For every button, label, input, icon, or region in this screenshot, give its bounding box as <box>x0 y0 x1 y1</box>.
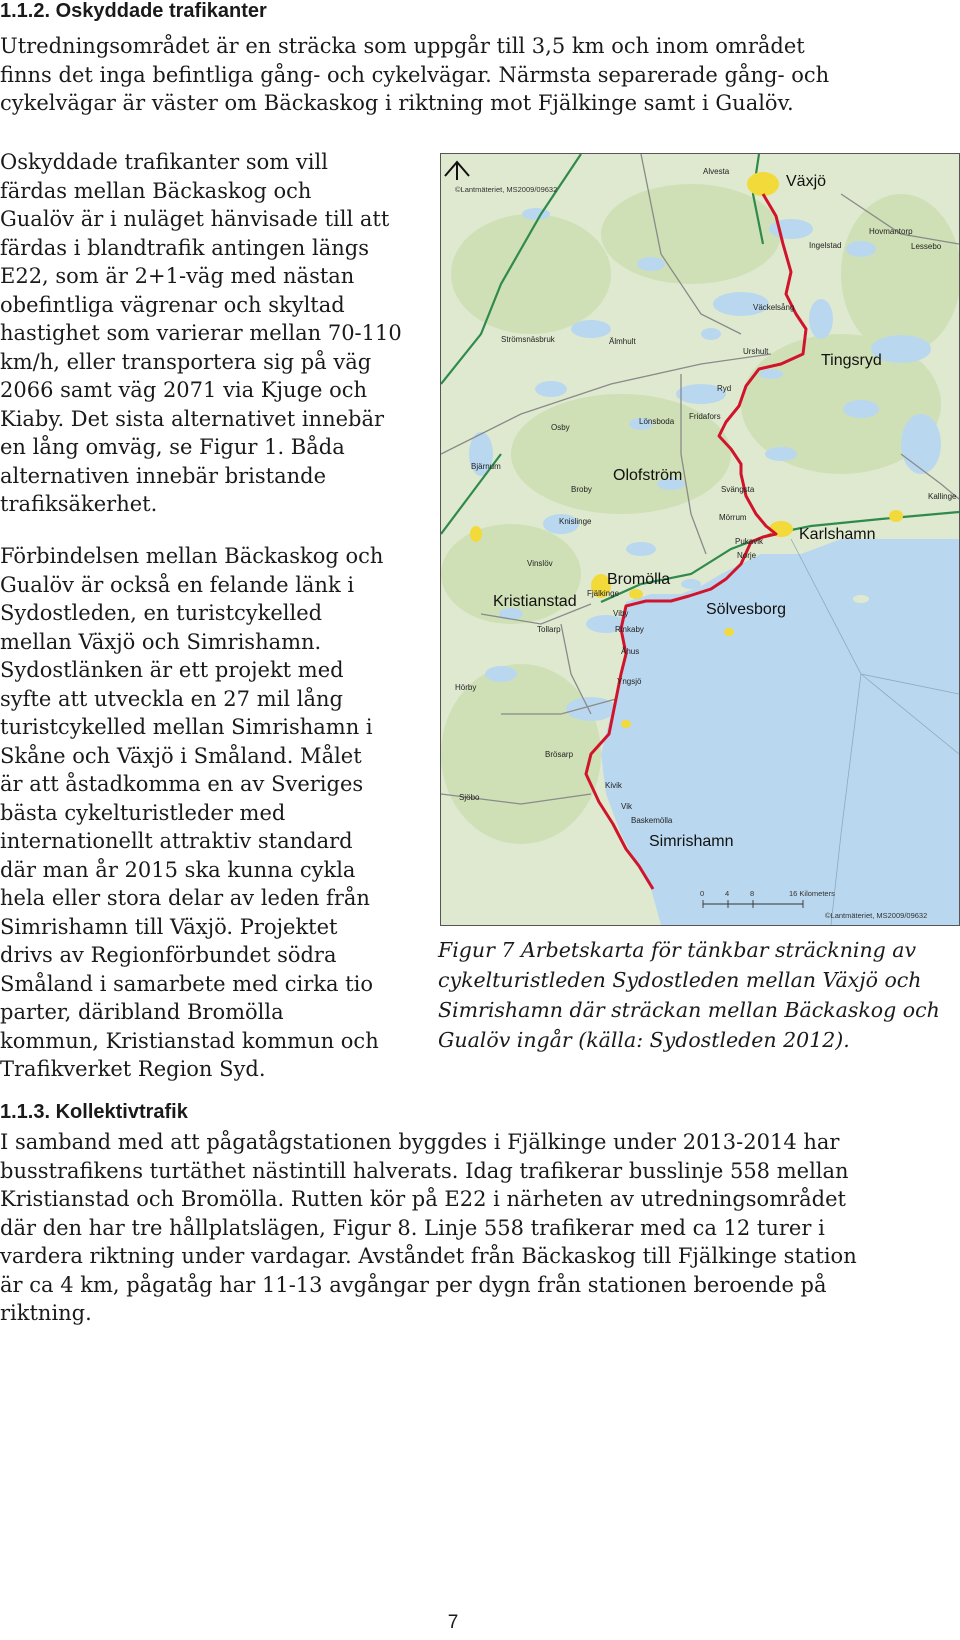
label-broby: Broby <box>571 485 592 494</box>
label-kallinge: Kallinge <box>928 492 957 501</box>
label-sjobo: Sjöbo <box>459 793 480 802</box>
hano-island <box>853 595 869 603</box>
label-vackelsang: Väckelsång <box>753 303 795 312</box>
scale-label-16: 16 Kilometers <box>789 889 835 898</box>
intro-paragraph: Utredningsområdet är en sträcka som uppgår till 3,5 km och inom området finns det inga befintliga gång- och cykelvägar. Närmsta separerade gång- och cykelvägar är väster om Bäckaskog i riktning mot Fjälkinge samt i Gualöv. <box>0 34 830 115</box>
figure-caption: Figur 7 Arbetskarta för tänkbar sträckning av cykelturistleden Sydostleden mellan Växjö och Simrishamn där sträckan mellan Bäckaskog och Gualöv ingår (källa: Sydostleden 2012). <box>438 938 940 1052</box>
label-lonsboda: Lönsboda <box>639 417 675 426</box>
label-ingelstad: Ingelstad <box>809 241 842 250</box>
paragraph-kollektivtrafik: I samband med att pågatågstationen byggdes i Fjälkinge under 2013-2014 har busstrafikens turtäthet nästintill halverats. Idag trafikerar busslinje 558 mellan Kristianstad och Bromölla. Rutten kör på E22 i närheten av utredningsområdet där den har tre hållplatslägen, Figur 8. Linje 558 trafikerar med ca 12 turer i vardera riktning under vardagar. Avståndet från Bäckaskog till Fjälkinge station är ca 4 km, pågatåg har 11-13 avgångar per dygn från stationen beroende på riktning. <box>0 1130 857 1325</box>
label-hovmantorp: Hovmantorp <box>869 227 913 236</box>
label-fjalkinge: Fjälkinge <box>587 589 620 598</box>
scale-label-8: 8 <box>750 889 755 898</box>
label-svangsta: Svängsta <box>721 485 755 494</box>
label-olofstrom: Olofström <box>613 467 683 484</box>
label-knislinge: Knislinge <box>559 517 592 526</box>
sydostleden-map <box>440 153 960 926</box>
section-heading-oskyddade-trafikanter: 1.1.2. Oskyddade trafikanter <box>0 0 267 22</box>
label-fridafors: Fridafors <box>689 412 721 421</box>
label-kivik: Kivik <box>605 781 622 790</box>
label-urshult: Urshult <box>743 347 769 356</box>
label-simrishamn: Simrishamn <box>649 833 734 850</box>
paragraph-sydostleden: Förbindelsen mellan Bäckaskog och Gualöv är också en felande länk i Sydostleden, en turistcykelled mellan Växjö och Simrishamn. Sydostlänken är ett projekt med syfte att utveckla en 27 mil lång turistcykelled mellan Simrishamn i Skåne och Växjö i Småland. Målet är att åstadkomma en av Sveriges bästa cykelturistleder med internationellt attraktiv standard där man år 2015 ska kunna cykla hela eller stora delar av leden från Simrishamn till Växjö. Projektet drivs av Regionförbundet södra Småland i samarbete med cirka tio parter, däribland Bromölla kommun, Kristianstad kommun och Trafikverket Region Syd. <box>0 544 384 1081</box>
label-karlshamn: Karlshamn <box>799 526 876 543</box>
label-lessebo: Lessebo <box>911 242 942 251</box>
label-kristianstad: Kristianstad <box>493 593 577 610</box>
label-ryd: Ryd <box>717 384 732 393</box>
label-solvesborg: Sölvesborg <box>706 601 787 618</box>
label-pukavik: Pukavik <box>735 537 764 546</box>
copyright-bottom: ©Lantmäteriet, MS2009/09632 <box>825 911 928 920</box>
label-yngsjo: Yngsjö <box>617 677 642 686</box>
page-number: 7 <box>447 1612 459 1633</box>
map-graphic <box>441 154 959 925</box>
label-norje: Norje <box>737 551 757 560</box>
label-vinslov: Vinslöv <box>527 559 553 568</box>
label-tingsryd: Tingsryd <box>821 352 882 369</box>
scale-label-0: 0 <box>700 889 705 898</box>
label-alvesta: Alvesta <box>703 167 730 176</box>
paragraph-oskyddade: Oskyddade trafikanter som vill färdas mellan Bäckaskog och Gualöv är i nuläget hänvisade till att färdas i blandtrafik antingen längs E22, som är 2+1-väg med nästan obefintliga vägrenar och skyltad hastighet som varierar mellan 70-110 km/h, eller transportera sig på väg 2066 samt väg 2071 via Kjuge och Kiaby. Det sista alternativet innebär en lång omväg, se Figur 1. Båda alternativen innebär bristande trafiksäkerhet. <box>0 150 402 516</box>
label-rinkaby: Rinkaby <box>615 625 644 634</box>
label-osby: Osby <box>551 423 570 432</box>
scale-label-4: 4 <box>725 889 730 898</box>
section-heading-kollektivtrafik: 1.1.3. Kollektivtrafik <box>0 1101 188 1123</box>
label-bromolla: Bromölla <box>607 571 671 588</box>
label-brosarp: Brösarp <box>545 750 574 759</box>
label-viby: Viby <box>613 609 629 618</box>
label-stromsnasbruk: Strömsnäsbruk <box>501 335 555 344</box>
label-morrum: Mörrum <box>719 513 747 522</box>
label-tollarp: Tollarp <box>537 625 561 634</box>
label-bjarnum: Bjärnum <box>471 462 501 471</box>
label-baskemolla: Baskemölla <box>631 816 673 825</box>
label-horby: Hörby <box>455 683 477 692</box>
copyright-top: ©Lantmäteriet, MS2009/09632 <box>455 185 558 194</box>
label-almhult: Älmhult <box>609 337 636 346</box>
label-vaxjo: Växjö <box>786 173 827 190</box>
label-vik: Vik <box>621 802 632 811</box>
sea <box>601 539 959 925</box>
label-ahus: Åhus <box>621 647 640 656</box>
